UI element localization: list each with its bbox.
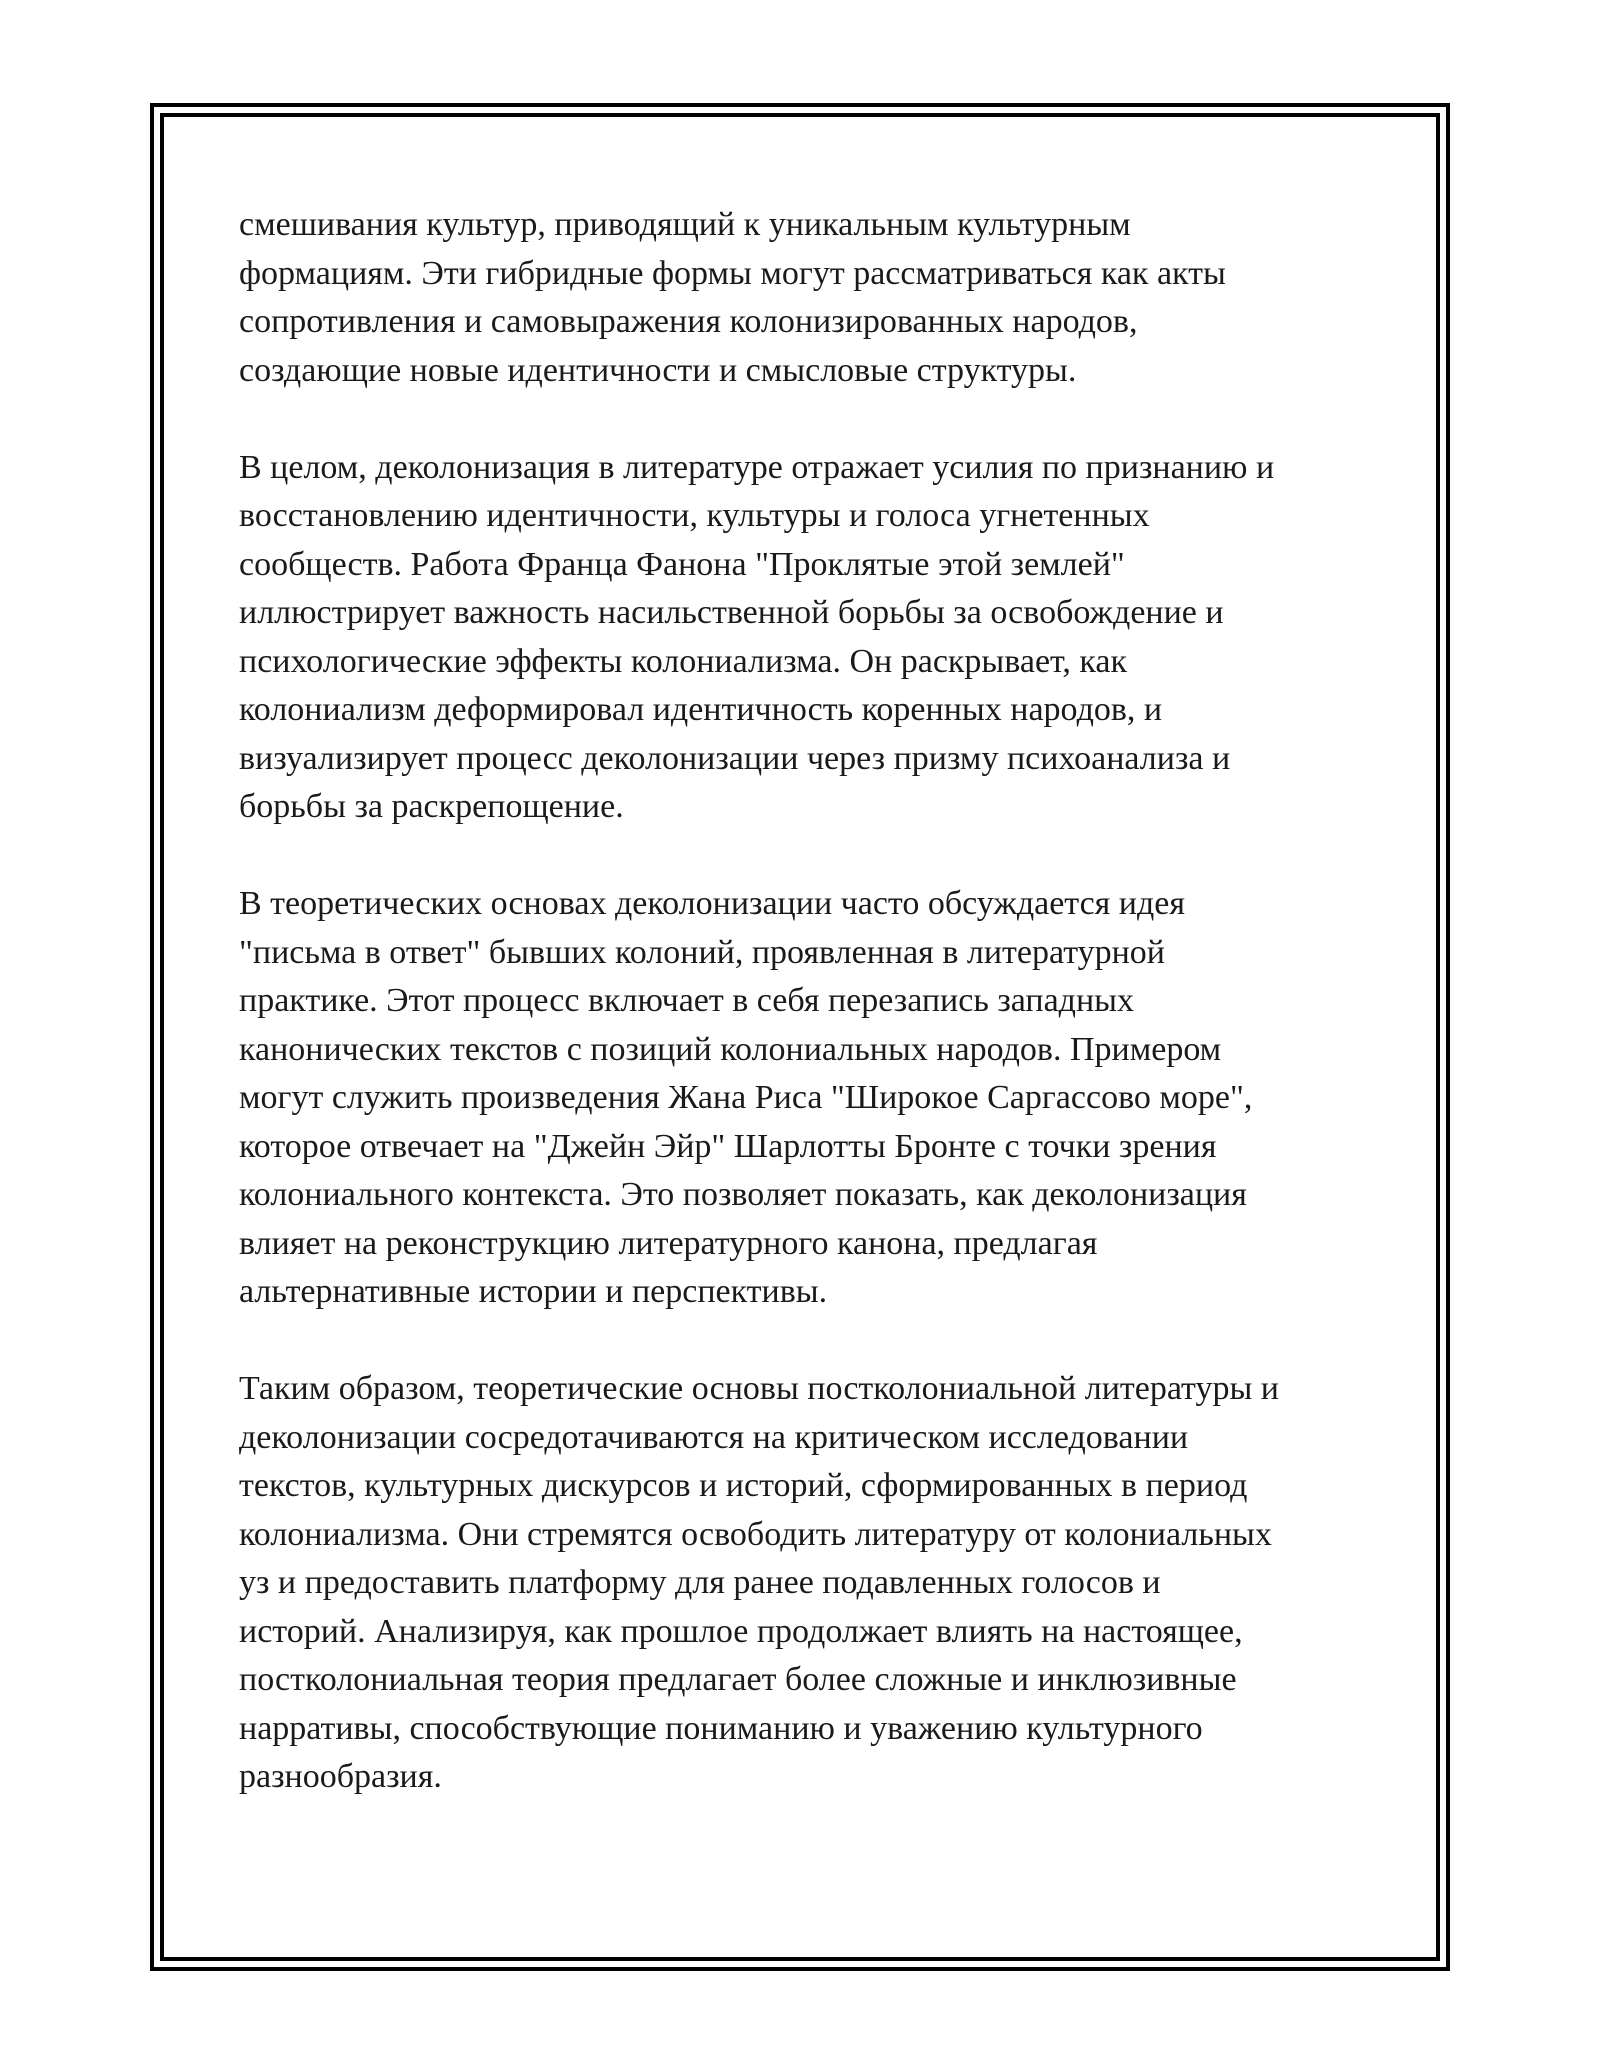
- paragraph-writing-back: В теоретических основах деколонизации часто обсуждается идея "письма в ответ" бывших колоний, проявленная в литературной практике. Этот процесс включает в себя перезапись западных канонических текстов с позиций колониальных народов. Примером могут служить произведения Жана Риса "Широкое Саргассово море", которое отвечает на "Джейн Эйр" Шарлотты Бронте с точки зрения колониального контекста. Это позволяет показать, как деколонизация влияет на реконструкцию литературного канона, предлагая альтернативные истории и перспективы.: [239, 885, 1253, 1310]
- document-body: [239, 201, 1369, 1802]
- page-border-outer: [150, 103, 1450, 1971]
- paragraph-hybridity: смешивания культур, приводящий к уникальным культурным формациям. Эти гибридные формы могут рассматриваться как акты сопротивления и самовыражения колонизированных народов, создающие новые идентичности и смысловые структуры.: [239, 206, 1226, 389]
- paragraph-conclusion: Таким образом, теоретические основы постколониальной литературы и деколонизации сосредотачиваются на критическом исследовании текстов, культурных дискурсов и историй, сформированных в период колониализма. Они стремятся освободить литературу от колониальных уз и предоставить платформу для ранее подавленных голосов и историй. Анализируя, как прошлое продолжает влиять на настоящее, постколониальная теория предлагает более сложные и инклюзивные нарративы, способствующие пониманию и уважению культурного разнообразия.: [239, 1370, 1280, 1795]
- page-border-inner: [160, 113, 1440, 1961]
- paragraph-fanon: В целом, деколонизация в литературе отражает усилия по признанию и восстановлению идентичности, культуры и голоса угнетенных сообществ. Работа Франца Фанона "Проклятые этой землей" иллюстрирует важность насильственной борьбы за освобождение и психологические эффекты колониализма. Он раскрывает, как колониализм деформировал идентичность коренных народов, и визуализирует процесс деколонизации через призму психоанализа и борьбы за раскрепощение.: [239, 448, 1275, 825]
